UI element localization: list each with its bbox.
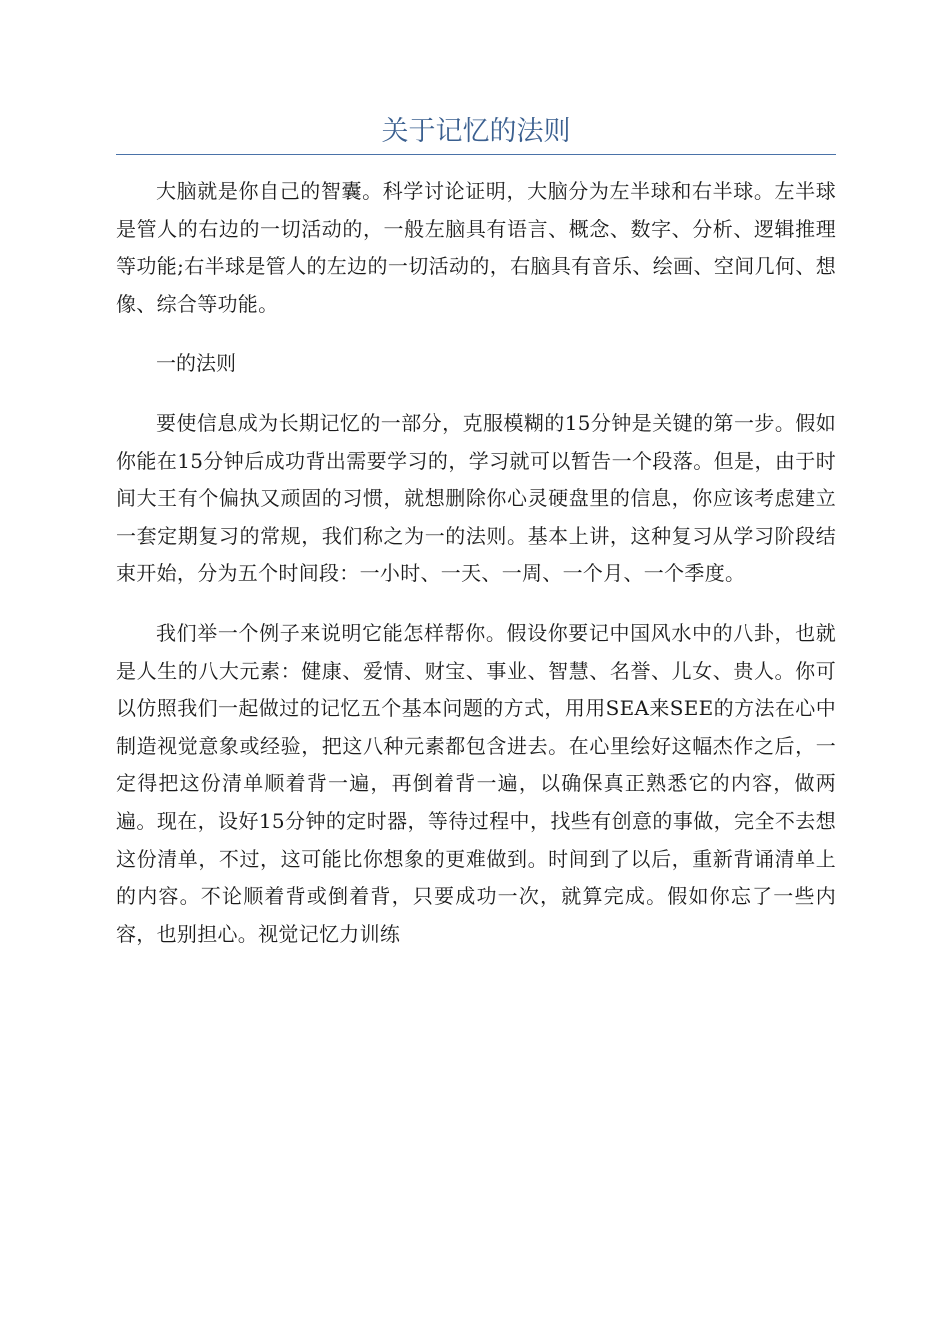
section-heading-rule-of-one: 一的法则	[156, 351, 236, 376]
document-page	[116, 112, 836, 975]
paragraph-review-schedule: 要使信息成为长期记忆的一部分，克服模糊的15分钟是关键的第一步。假如你能在15分钟后成功背出需要学习的，学习就可以暂告一个段落。但是，由于时间大王有个偏执又顽固的习惯，就想删除你心灵硬盘里的信息，你应该考虑建立一套定期复习的常规，我们称之为一的法则。基本上讲，这种复习从学习阶段结束开始，分为五个时间段：一小时、一天、一周、一个月、一个季度。	[116, 410, 836, 586]
document-title: 关于记忆的法则	[381, 116, 571, 147]
paragraph-example-bagua: 我们举一个例子来说明它能怎样帮你。假设你要记中国风水中的八卦，也就是人生的八大元素：健康、爱情、财宝、事业、智慧、名誉、儿女、贵人。你可以仿照我们一起做过的记忆五个基本问题的方式，用用SEA来SEE的方法在心中制造视觉意象或经验，把这八种元素都包含进去。在心里绘好这幅杰作之后，一定得把这份清单顺着背一遍，再倒着背一遍，以确保真正熟悉它的内容，做两遍。现在，设好15分钟的定时器，等待过程中，找些有创意的事做，完全不去想这份清单，不过，这可能比你想象的更难做到。时间到了以后，重新背诵清单上的内容。不论顺着背或倒着背，只要成功一次，就算完成。假如你忘了一些内容，也别担心。视觉记忆力训练	[116, 620, 836, 946]
title-underline	[116, 154, 836, 155]
paragraph-brain-hemispheres: 大脑就是你自己的智囊。科学讨论证明，大脑分为左半球和右半球。左半球是管人的右边的一切活动的，一般左脑具有语言、概念、数字、分析、逻辑推理等功能;右半球是管人的左边的一切活动的，右脑具有音乐、绘画、空间几何、想像、综合等功能。	[116, 179, 836, 316]
